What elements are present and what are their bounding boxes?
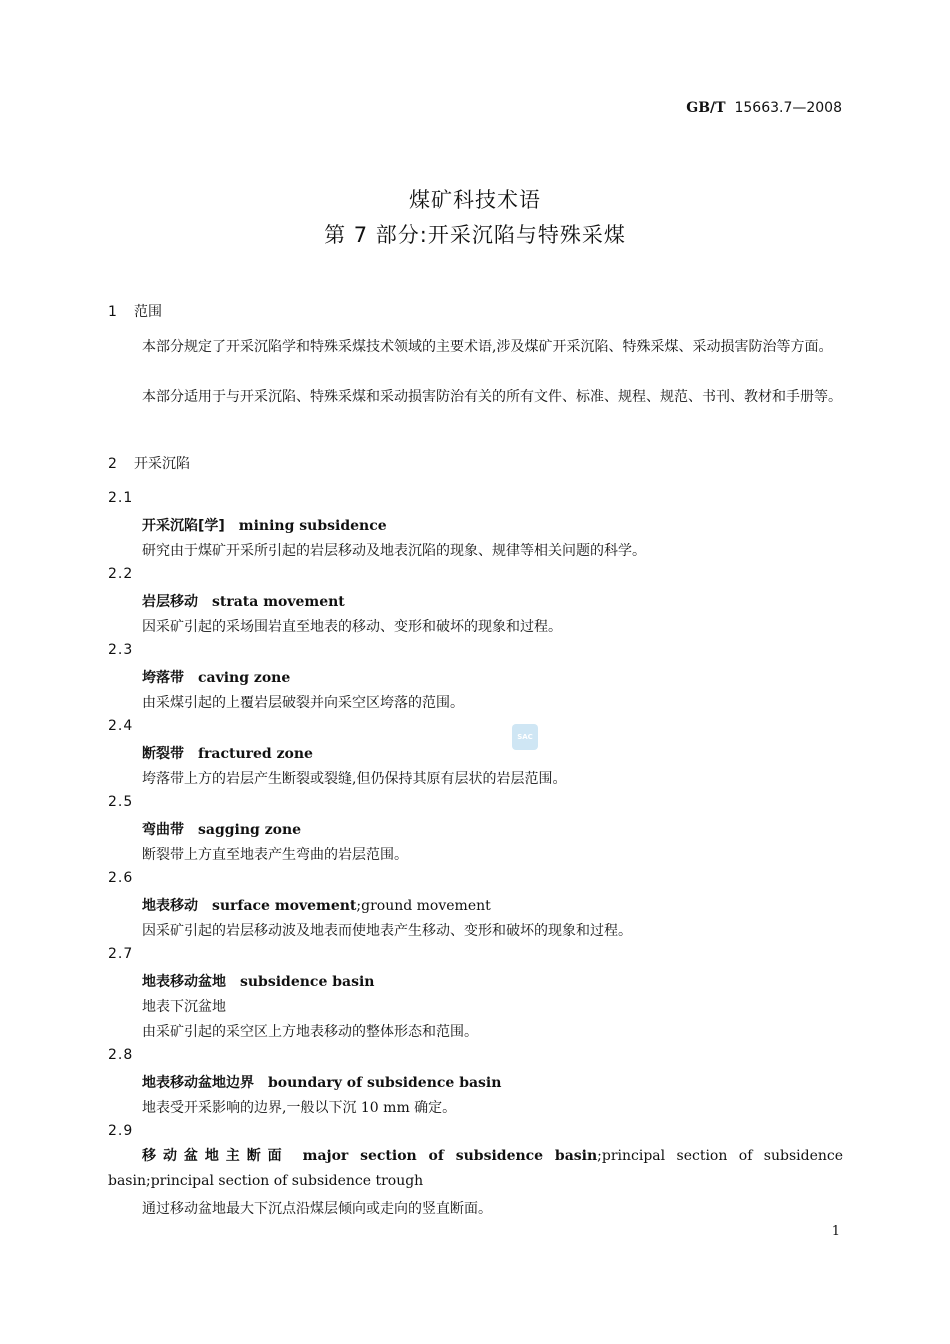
term-en: subsidence basin [240,974,375,990]
term-en: boundary of subsidence basin [268,1075,502,1091]
term-entry [142,515,387,535]
term-entry [142,667,290,687]
term-definition: 地表受开采影响的边界,一般以下沉 10 mm 确定。 [142,1100,457,1116]
term-number: 2.9 [108,1123,134,1139]
term-entry [142,819,301,839]
term-entry [142,895,491,915]
term-synonym: 地表下沉盆地 [142,999,226,1015]
term-definition: 研究由于煤矿开采所引起的岩层移动及地表沉陷的现象、规律等相关问题的科学。 [142,543,646,559]
term-en: sagging zone [198,822,302,838]
term-en: caving zone [198,670,291,686]
term-definition: 垮落带上方的岩层产生断裂或裂缝,但仍保持其原有层状的岩层范围。 [142,771,567,787]
term-definition: 由采煤引起的上覆岩层破裂并向采空区垮落的范围。 [142,695,464,711]
term-definition: 断裂带上方直至地表产生弯曲的岩层范围。 [142,847,408,863]
term-number: 2.5 [108,794,134,810]
term-zh: 移动盆地主断面 [142,1148,289,1164]
section-heading-1 [108,301,162,321]
term-entry [142,743,313,763]
section-heading-2 [108,453,190,473]
term-number: 2.8 [108,1047,134,1063]
term-zh: 垮落带 [142,670,184,686]
term-en: fractured zone [198,746,313,762]
term-zh: 弯曲带 [142,822,184,838]
term-zh: 岩层移动 [142,594,198,610]
paragraph-scope-1: 本部分规定了开采沉陷学和特殊采煤技术领域的主要术语,涉及煤矿开采沉陷、特殊采煤、采动损害防治等方面。 [142,339,833,355]
term-definition: 因采矿引起的岩层移动波及地表而使地表产生移动、变形和破坏的现象和过程。 [142,923,632,939]
term-en: surface movement [212,898,357,914]
standard-code: 15663.7—2008 [734,100,842,116]
term-number: 2.4 [108,718,134,734]
term-zh: 断裂带 [142,746,184,762]
term-number: 2.3 [108,642,134,658]
term-entry [142,591,345,611]
term-number: 2.2 [108,566,134,582]
term-alt: ;ground movement [356,898,491,914]
section-number: 2 [108,456,117,472]
term-alt: ;principal section of subsidence basin;principal section of subsidence trough [108,1148,844,1189]
term-definition: 因采矿引起的采场围岩直至地表的移动、变形和破坏的现象和过程。 [142,619,562,635]
term-zh: 地表移动 [142,898,198,914]
section-title: 范围 [134,304,162,320]
term-entry [142,971,374,991]
page-number: 1 [831,1224,840,1239]
document-title-line2: 第 7 部分:开采沉陷与特殊采煤 [324,223,626,247]
term-number: 2.7 [108,946,134,962]
term-entry [142,1072,501,1092]
sac-watermark-logo: SAC [512,724,538,750]
term-entry [108,1144,843,1194]
term-en: mining subsidence [238,518,387,534]
term-en: strata movement [212,594,345,610]
term-zh: 地表移动盆地边界 [142,1075,254,1091]
term-en: major section of subsidence basin [302,1148,598,1164]
term-number: 2.1 [108,490,134,506]
paragraph-scope-2: 本部分适用于与开采沉陷、特殊采煤和采动损害防治有关的所有文件、标准、规程、规范、书刊、教材和手册等。 [142,389,842,405]
standard-prefix: GB/T [686,100,726,116]
section-number: 1 [108,304,117,320]
term-definition: 由采矿引起的采空区上方地表移动的整体形态和范围。 [142,1024,478,1040]
term-definition: 通过移动盆地最大下沉点沿煤层倾向或走向的竖直断面。 [142,1201,492,1217]
term-zh: 地表移动盆地 [142,974,226,990]
term-number: 2.6 [108,870,134,886]
standard-number [686,100,842,116]
term-zh: 开采沉陷[学] [142,518,225,534]
section-title: 开采沉陷 [134,456,190,472]
document-title-line1: 煤矿科技术语 [409,188,541,212]
